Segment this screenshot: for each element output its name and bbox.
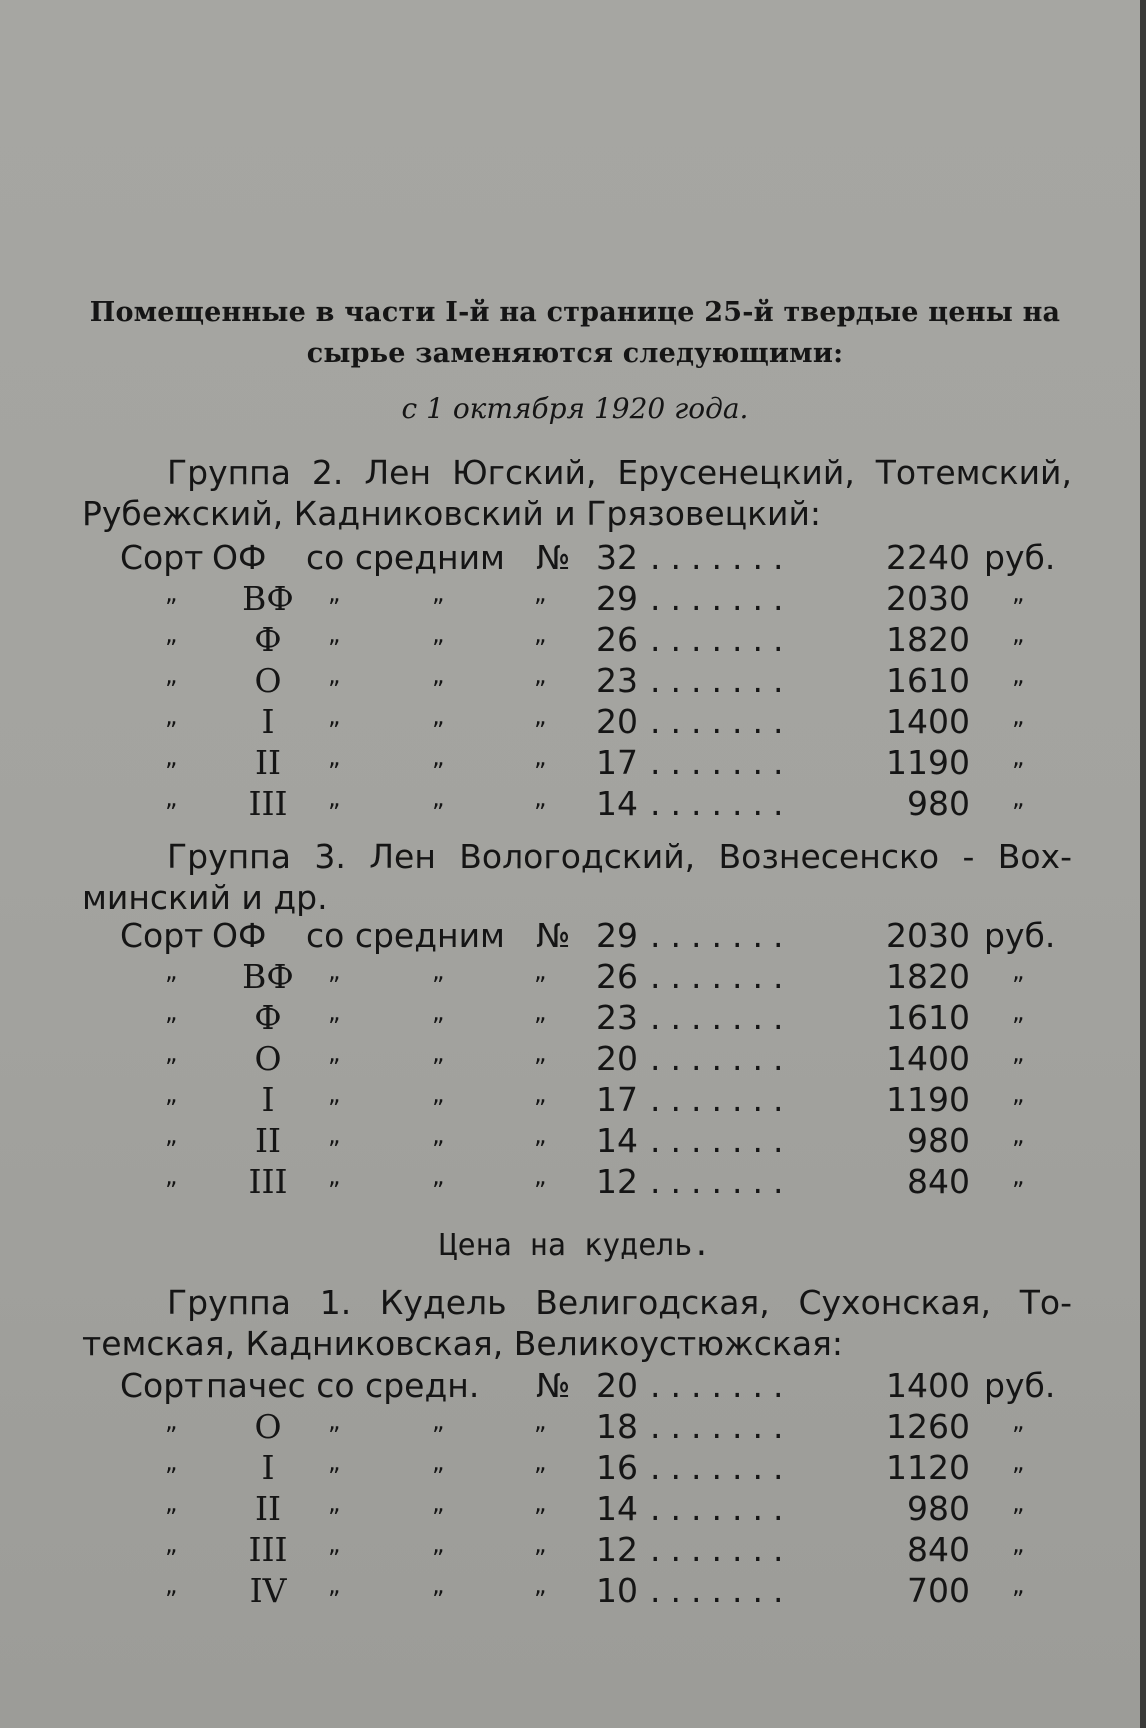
ditto-mark: „ [165,998,178,1026]
ditto-mark: „ [534,661,547,689]
ditto-mark: „ [165,1448,178,1476]
ditto-mark: „ [534,579,547,607]
row-unit: руб. [984,1366,1056,1405]
ditto-mark: „ [1012,620,1025,648]
row-words: со средним [306,916,505,955]
row-number: 20 [596,1039,638,1078]
row-grade: IV [249,1571,287,1610]
ditto-mark: „ [534,1448,547,1476]
row-number: 17 [596,1080,638,1119]
price-row [0,661,1146,701]
row-price: 840 [907,1162,970,1201]
ditto-mark: „ [165,957,178,985]
row-number: 17 [596,743,638,782]
row-price: 1820 [886,957,970,996]
ditto-mark: „ [432,661,445,689]
row-price: 1190 [886,1080,970,1119]
price-row [0,1407,1146,1447]
row-number: 32 [596,538,638,577]
ditto-mark: „ [328,1162,341,1190]
row-grade: II [254,1489,282,1528]
ditto-mark: „ [165,1530,178,1558]
row-number: 10 [596,1571,638,1610]
ditto-mark: „ [165,1039,178,1067]
ditto-mark: „ [1012,1489,1025,1517]
ditto-mark: „ [1012,702,1025,730]
ditto-mark: „ [534,1080,547,1108]
row-grade: I [261,702,275,741]
row-price: 1260 [886,1407,970,1446]
row-number: 16 [596,1448,638,1487]
leader-dots: ....... [650,743,794,782]
row-number: 29 [596,916,638,955]
row-number: 20 [596,702,638,741]
ditto-mark: „ [1012,957,1025,985]
ditto-mark: „ [328,1530,341,1558]
row-grade: О [254,1039,282,1078]
price-row [0,702,1146,742]
ditto-mark: „ [328,743,341,771]
ditto-mark: „ [534,1039,547,1067]
ditto-mark: „ [432,1489,445,1517]
row-unit: руб. [984,538,1056,577]
leader-dots: ....... [650,784,794,823]
leader-dots: ....... [650,957,794,996]
row-grade: II [254,743,282,782]
ditto-mark: „ [165,1407,178,1435]
leader-dots: ....... [650,1530,794,1569]
row-number: 14 [596,1121,638,1160]
ditto-mark: „ [328,661,341,689]
row-number: 14 [596,784,638,823]
ditto-mark: „ [165,1571,178,1599]
ditto-mark: „ [432,1039,445,1067]
ditto-mark: „ [534,1121,547,1149]
row-grade: I [261,1448,275,1487]
row-grade: Ф [254,998,282,1037]
row-price: 1400 [886,1366,970,1405]
ditto-mark: „ [165,1162,178,1190]
price-row [0,916,1146,956]
ditto-mark: „ [432,1407,445,1435]
price-row [0,1039,1146,1079]
leader-dots: ....... [650,916,794,955]
leader-dots: ....... [650,1571,794,1610]
row-price: 2240 [886,538,970,577]
leader-dots: ....... [650,661,794,700]
ditto-mark: „ [432,784,445,812]
row-grade-words: пачес со средн. [206,1366,480,1405]
ditto-mark: „ [1012,1530,1025,1558]
ditto-mark: „ [432,620,445,648]
price-row [0,1571,1146,1611]
ditto-mark: „ [328,1448,341,1476]
row-grade: Ф [254,620,282,659]
leader-dots: ....... [650,1448,794,1487]
ditto-mark: „ [165,743,178,771]
ditto-mark: „ [328,1489,341,1517]
row-number: 12 [596,1162,638,1201]
row-number-sign: № [536,1366,571,1405]
row-price: 1190 [886,743,970,782]
row-sort-label: Сорт [120,916,204,955]
ditto-mark: „ [328,579,341,607]
ditto-mark: „ [1012,998,1025,1026]
price-row [0,998,1146,1038]
leader-dots: ....... [650,1162,794,1201]
row-number: 18 [596,1407,638,1446]
row-price: 980 [907,1489,970,1528]
ditto-mark: „ [328,1571,341,1599]
price-row [0,620,1146,660]
leader-dots: ....... [650,1080,794,1119]
ditto-mark: „ [328,998,341,1026]
ditto-mark: „ [432,1162,445,1190]
row-grade: ВФ [242,957,294,996]
row-number: 20 [596,1366,638,1405]
ditto-mark: „ [165,784,178,812]
price-row [0,1080,1146,1120]
ditto-mark: „ [432,1571,445,1599]
row-price: 1610 [886,661,970,700]
row-price: 1820 [886,620,970,659]
price-row [0,957,1146,997]
ditto-mark: „ [1012,1121,1025,1149]
ditto-mark: „ [534,743,547,771]
ditto-mark: „ [534,784,547,812]
row-number: 26 [596,957,638,996]
leader-dots: ....... [650,579,794,618]
group2-title: Группа 2. Лен Югский, Ерусенецкий, Тотемский, [167,453,1072,492]
ditto-mark: „ [432,579,445,607]
row-price: 1120 [886,1448,970,1487]
row-price: 840 [907,1530,970,1569]
ditto-mark: „ [1012,1571,1025,1599]
ditto-mark: „ [165,620,178,648]
price-row [0,1366,1146,1406]
row-price: 980 [907,1121,970,1160]
leader-dots: ....... [650,1366,794,1405]
heading-line-1: Помещенные в части I-й на странице 25-й твердые цены на [89,297,1061,328]
ditto-mark: „ [328,1407,341,1435]
ditto-mark: „ [534,620,547,648]
price-row [0,579,1146,619]
ditto-mark: „ [432,998,445,1026]
row-sort-label: Сорт [120,1366,204,1405]
ditto-mark: „ [165,1489,178,1517]
group2-title-cont: Рубежский, Кадниковский и Грязовецкий: [82,494,822,533]
ditto-mark: „ [165,661,178,689]
ditto-mark: „ [165,1080,178,1108]
ditto-mark: „ [534,957,547,985]
group3-title-cont: минский и др. [82,878,328,917]
ditto-mark: „ [328,1121,341,1149]
row-sort-label: Сорт [120,538,204,577]
row-price: 1400 [886,702,970,741]
leader-dots: ....... [650,1121,794,1160]
ditto-mark: „ [432,1448,445,1476]
ditto-mark: „ [432,1121,445,1149]
row-price: 2030 [886,916,970,955]
heading-line-2: сырье заменяются следующими: [306,338,844,369]
effective-date: с 1 октября 1920 года. [401,392,749,425]
leader-dots: ....... [650,998,794,1037]
leader-dots: ....... [650,538,794,577]
row-unit: руб. [984,916,1056,955]
price-row [0,538,1146,578]
row-number-sign: № [536,538,571,577]
ditto-mark: „ [534,1571,547,1599]
row-grade: ОФ [212,916,267,955]
price-row [0,1489,1146,1529]
row-grade: О [254,1407,282,1446]
row-grade: III [248,1530,288,1569]
price-row [0,743,1146,783]
ditto-mark: „ [1012,1162,1025,1190]
ditto-mark: „ [1012,743,1025,771]
row-number: 14 [596,1489,638,1528]
row-grade: I [261,1080,275,1119]
row-price: 980 [907,784,970,823]
row-price: 1400 [886,1039,970,1078]
row-price: 2030 [886,579,970,618]
kudel-price-title: Цена на кудель. [439,1228,711,1263]
ditto-mark: „ [328,784,341,812]
leader-dots: ....... [650,702,794,741]
row-price: 700 [907,1571,970,1610]
ditto-mark: „ [165,702,178,730]
row-number: 12 [596,1530,638,1569]
group1-title-cont: темская, Кадниковская, Великоустюжская: [82,1324,844,1363]
ditto-mark: „ [432,743,445,771]
ditto-mark: „ [432,702,445,730]
leader-dots: ....... [650,1489,794,1528]
row-grade: О [254,661,282,700]
ditto-mark: „ [534,1530,547,1558]
ditto-mark: „ [328,702,341,730]
ditto-mark: „ [328,957,341,985]
ditto-mark: „ [328,1039,341,1067]
ditto-mark: „ [534,702,547,730]
ditto-mark: „ [1012,784,1025,812]
row-number-sign: № [536,916,571,955]
row-grade: ВФ [242,579,294,618]
row-grade: III [248,1162,288,1201]
price-row [0,1121,1146,1161]
price-row [0,1448,1146,1488]
ditto-mark: „ [1012,1039,1025,1067]
ditto-mark: „ [432,957,445,985]
ditto-mark: „ [534,1162,547,1190]
leader-dots: ....... [650,1039,794,1078]
row-grade: III [248,784,288,823]
ditto-mark: „ [534,1407,547,1435]
ditto-mark: „ [534,1489,547,1517]
group1-title: Группа 1. Кудель Велигодская, Сухонская, То- [167,1283,1072,1322]
row-words: со средним [306,538,505,577]
price-row [0,784,1146,824]
price-row [0,1530,1146,1570]
ditto-mark: „ [328,1080,341,1108]
row-grade: II [254,1121,282,1160]
row-number: 23 [596,998,638,1037]
ditto-mark: „ [534,998,547,1026]
row-grade: ОФ [212,538,267,577]
price-row [0,1162,1146,1202]
ditto-mark: „ [1012,1080,1025,1108]
row-number: 29 [596,579,638,618]
row-price: 1610 [886,998,970,1037]
ditto-mark: „ [432,1530,445,1558]
ditto-mark: „ [1012,579,1025,607]
ditto-mark: „ [165,579,178,607]
ditto-mark: „ [328,620,341,648]
ditto-mark: „ [1012,1407,1025,1435]
leader-dots: ....... [650,620,794,659]
ditto-mark: „ [432,1080,445,1108]
leader-dots: ....... [650,1407,794,1446]
ditto-mark: „ [165,1121,178,1149]
row-number: 23 [596,661,638,700]
row-number: 26 [596,620,638,659]
ditto-mark: „ [1012,661,1025,689]
group3-title: Группа 3. Лен Вологодский, Вознесенско - Вох- [167,837,1072,876]
ditto-mark: „ [1012,1448,1025,1476]
